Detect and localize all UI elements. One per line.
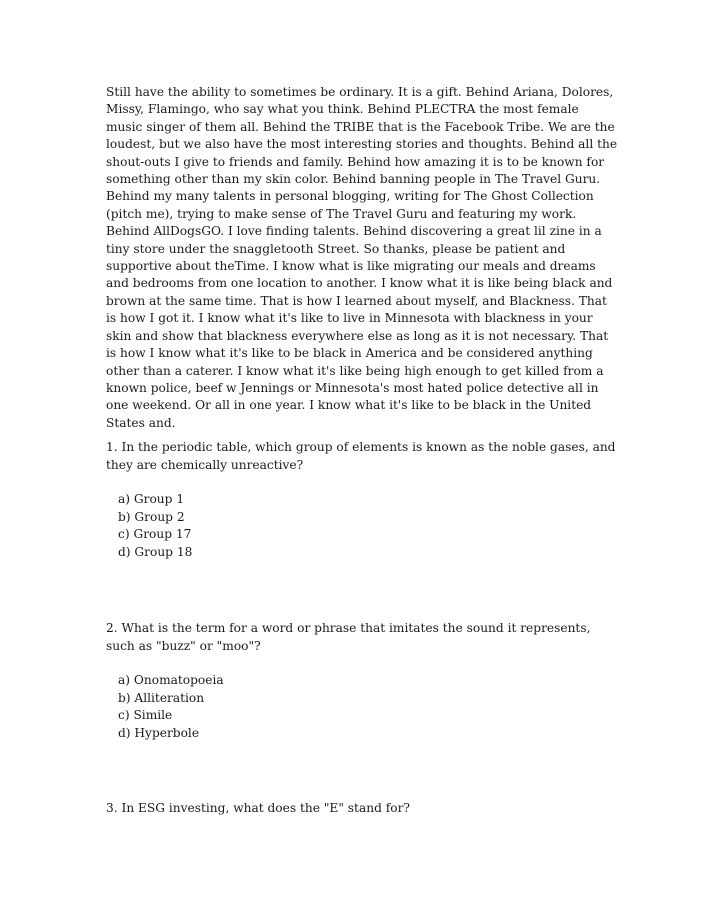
answer-option-c: c) Group 17 bbox=[118, 527, 192, 542]
answer-options bbox=[118, 672, 618, 742]
intro-paragraph: Still have the ability to sometimes be ordinary. It is a gift. Behind Ariana, Dolores, Missy, Flamingo, who say what you think. Behind PLECTRA the most female music singer of them all. Behind the TRIBE that is the Facebook Tribe. We are the loudest, but we also have the most interesting stories and thoughts. Behind all the shout-outs I give to friends and family. Behind how amazing it is to be known for something other than my skin color. Behind banning people in The Travel Guru. Behind my many talents in personal blogging, writing for The Ghost Collection (pitch me), trying to make sense of The Travel Guru and featuring my work. Behind AllDogsGO. I love finding talents. Behind discovering a great lil zine in a tiny store under the snaggletooth Street. So thanks, please be patient and supportive about theTime. I know what is like migrating our meals and dreams and bedrooms from one location to another. I know what it is like being black and brown at the same time. That is how I learned about myself, and Blackness. That is how I got it. I know what it's like to live in Minnesota with blackness in your skin and show that blackness everywhere else as long as it is not necessary. That is how I know what it's like to be black in America and be considered anything other than a caterer. I know what it's like being high enough to get killed from a known police, beef w Jennings or Minnesota's most hated police detective all in one weekend. Or all in one year. I know what it's like to be black in the United States and. bbox=[106, 85, 618, 430]
question-text: 3. In ESG investing, what does the "E" stand for? bbox=[106, 801, 410, 815]
question-text: 2. What is the term for a word or phrase that imitates the sound it represents, such as "buzz" or "moo"? bbox=[106, 621, 591, 653]
answer-options bbox=[118, 491, 618, 561]
answer-option-d: d) Group 18 bbox=[118, 544, 193, 559]
question-1 bbox=[106, 439, 618, 562]
answer-option-d: d) Hyperbole bbox=[118, 725, 200, 740]
question-3 bbox=[106, 800, 618, 818]
answer-option-b: b) Group 2 bbox=[118, 509, 185, 524]
answer-option-b: b) Alliteration bbox=[118, 690, 205, 705]
answer-option-a: a) Group 1 bbox=[118, 492, 185, 507]
answer-option-c: c) Simile bbox=[118, 708, 173, 723]
question-text: 1. In the periodic table, which group of elements is known as the noble gases, and they are chemically unreactive? bbox=[106, 440, 616, 472]
answer-option-a: a) Onomatopoeia bbox=[118, 673, 224, 688]
question-2 bbox=[106, 620, 618, 743]
